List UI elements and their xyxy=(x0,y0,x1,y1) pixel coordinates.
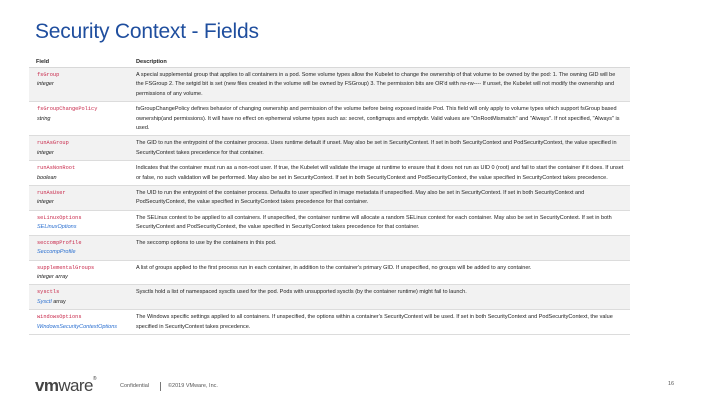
field-description: A special supplemental group that applies to all containers in a pod. Some volume types allow the Kubelet to change the ownership of that volume to be owned by the pod: 1. The owning GID will be the FSGroup 2. The setgid bit is set (new files created in the volume will be owned by FSGroup) 3. The permission bits are OR'd with rw-rw---- If unset, the Kubelet will not modify the ownership and permissions of any volume. xyxy=(129,68,630,102)
footer-divider xyxy=(160,382,161,391)
field-type-link[interactable] xyxy=(37,298,123,307)
field-name: fsGroup xyxy=(37,72,60,78)
field-description: Sysctls hold a list of namespaced sysctls used for the pod. Pods with unsupported sysctls (by the container runtime) might fail to launch. xyxy=(129,285,630,310)
table-row xyxy=(29,260,630,285)
field-type-suffix: array xyxy=(51,298,66,305)
field-cell xyxy=(29,310,129,335)
field-cell xyxy=(29,68,129,102)
field-name: windowsOptions xyxy=(37,314,82,321)
field-name: seLinuxOptions xyxy=(37,214,82,221)
table-row xyxy=(29,136,630,161)
field-cell xyxy=(29,102,129,136)
column-header-description: Description xyxy=(129,56,630,68)
table-row xyxy=(29,102,630,136)
field-type-text[interactable]: Sysctl xyxy=(37,298,52,305)
field-name: runAsGroup xyxy=(37,140,69,147)
field-type-text[interactable]: SELinuxOptions xyxy=(37,224,77,231)
field-description: The Windows specific settings applied to all containers. If unspecified, the options within a container's SecurityContext will be used. If set in both SecurityContext and PodSecurityContext, the value specified in SecurityContext takes precedence. xyxy=(129,310,630,335)
field-type xyxy=(37,80,123,89)
field-cell xyxy=(29,186,129,211)
field-name: runAsNonRoot xyxy=(37,165,76,172)
field-name: sysctls xyxy=(37,289,60,296)
field-cell xyxy=(29,210,129,235)
field-cell xyxy=(29,161,129,186)
field-type xyxy=(37,273,123,282)
field-cell xyxy=(29,260,129,285)
field-type-link[interactable] xyxy=(37,323,123,332)
field-type xyxy=(37,198,123,207)
field-cell xyxy=(29,136,129,161)
field-type-text: integer xyxy=(37,81,54,88)
field-type-text: integer xyxy=(37,149,54,156)
field-description: Indicates that the container must run as a non-root user. If true, the Kubelet will validate the image at runtime to ensure that it does not run as UID 0 (root) and fail to start the container if it does. If unset or false, no such validation will be performed. May also be set in SecurityContext. If set in both SecurityContext and PodSecurityContext, the value specified in SecurityContext takes precedence. xyxy=(129,161,630,186)
table-body xyxy=(29,68,630,335)
field-name: fsGroupChangePolicy xyxy=(37,106,98,113)
field-description: fsGroupChangePolicy defines behavior of changing ownership and permission of the volume before being exposed inside Pod. This field will only apply to volume types which support fsGroup based ownership(and permissions). It will have no effect on ephemeral volume types such as: secret, configmaps and emptydir. Valid values are "OnRootMismatch" and "Always". If not specified, "Always" is used. xyxy=(129,102,630,136)
field-type-text[interactable]: WindowsSecurityContextOptions xyxy=(37,323,118,330)
logo-registered-mark: ® xyxy=(92,376,96,382)
logo-ware-text: ware xyxy=(58,376,93,395)
vmware-logo xyxy=(35,376,96,396)
field-type-link[interactable] xyxy=(37,248,123,257)
field-description: The GID to run the entrypoint of the container process. Uses runtime default if unset. May also be set in SecurityContext. If set in both SecurityContext and PodSecurityContext, the value specified in SecurityContext takes precedence for that container. xyxy=(129,136,630,161)
field-description: The seccomp options to use by the containers in this pod. xyxy=(129,235,630,260)
field-description: The SELinux context to be applied to all containers. If unspecified, the container runtime will allocate a random SELinux context for each container. May also be set in SecurityContext. If set in both SecurityContext and PodSecurityContext, the value specified in SecurityContext takes precedence for that container. xyxy=(129,210,630,235)
field-description: The UID to run the entrypoint of the container process. Defaults to user specified in image metadata if unspecified. May also be set in SecurityContext. If set in both SecurityContext and PodSecurityContext, the value specified in SecurityContext takes precedence for that container. xyxy=(129,186,630,211)
field-type-text: integer array xyxy=(37,273,68,280)
table-row xyxy=(29,285,630,310)
field-type-text: integer xyxy=(37,199,54,206)
field-type xyxy=(37,149,123,158)
field-cell xyxy=(29,285,129,310)
page-number: 16 xyxy=(668,381,675,387)
logo-vm-text: vm xyxy=(35,376,59,395)
field-type xyxy=(37,174,123,183)
field-description: A list of groups applied to the first process run in each container, in addition to the container's primary GID. If unspecified, no groups will be added to any container. xyxy=(129,260,630,285)
column-header-field: Field xyxy=(29,56,129,68)
table-row xyxy=(29,161,630,186)
slide-title: Security Context - Fields xyxy=(35,20,259,43)
field-type-link[interactable] xyxy=(37,223,123,232)
field-type-text[interactable]: SeccompProfile xyxy=(37,249,76,256)
field-name: runAsUser xyxy=(37,190,66,197)
table-row xyxy=(29,186,630,211)
table-row xyxy=(29,235,630,260)
field-type-text: string xyxy=(37,115,51,122)
field-type-text: boolean xyxy=(37,174,57,181)
field-name: supplementalGroups xyxy=(37,264,95,271)
copyright-text: ©2019 VMware, Inc. xyxy=(168,383,218,389)
table-row xyxy=(29,210,630,235)
table-row xyxy=(29,310,630,335)
table-header-row xyxy=(29,56,630,68)
field-cell xyxy=(29,235,129,260)
field-type xyxy=(37,115,123,124)
confidential-label: Confidential xyxy=(120,383,150,389)
fields-table xyxy=(29,56,630,335)
field-name: seccompProfile xyxy=(37,239,82,246)
table-row xyxy=(29,68,630,102)
